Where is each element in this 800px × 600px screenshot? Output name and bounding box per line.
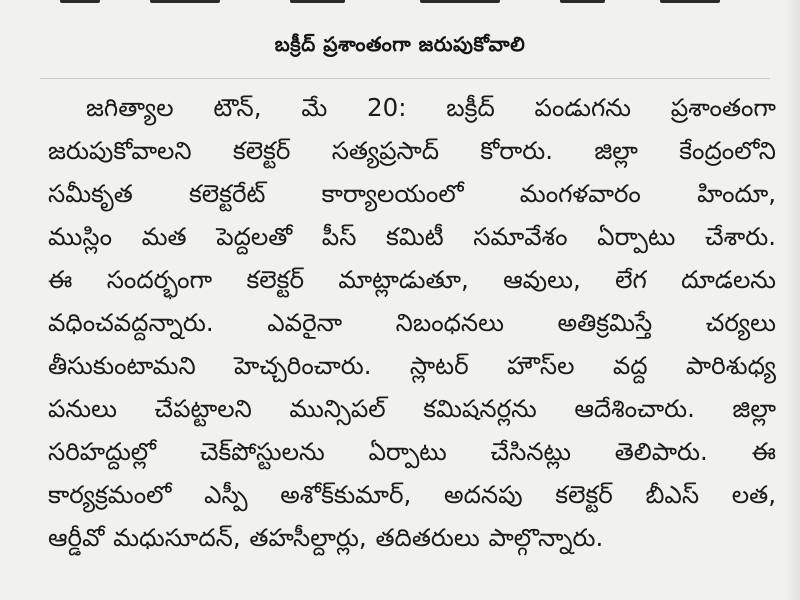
article-line: వధించవద్దన్నారు. ఎవరైనా నిబంధనలు అతిక్రమిస్తే చర్యలు: [48, 308, 776, 337]
article-line: జరుపుకోవాలని కలెక్టర్ సత్యప్రసాద్ కోరారు. జిల్లా కేంద్రంలోని: [48, 136, 776, 165]
article-body: [48, 86, 776, 559]
article-line: ఈ సందర్భంగా కలెక్టర్ మాట్లాడుతూ, ఆవులు, లేగ దూడలను: [48, 265, 776, 294]
headline-divider: [40, 78, 770, 79]
page-edge-shadow: [786, 0, 800, 600]
article-line: సమీకృత కలెక్టరేట్ కార్యాలయంలో మంగళవారం హిందూ,: [48, 179, 776, 208]
article-line: జగిత్యాల టౌన్, మే 20: బక్రీద్ పండుగను ప్రశాంతంగా: [86, 93, 776, 122]
article-line: తీసుకుంటామని హెచ్చరించారు. స్లాటర్ హౌస్‌ల వద్ద పారిశుధ్య: [48, 351, 776, 380]
article-line: పనులు చేపట్టాలని మున్సిపల్ కమిషనర్లను ఆదేశించారు. జిల్లా: [48, 394, 776, 423]
article-headline: బక్రీద్ ప్రశాంతంగా జరుపుకోవాలి: [274, 32, 526, 56]
article-line: కార్యక్రమంలో ఎస్పీ అశోక్‌కుమార్, అదనపు కలెక్టర్ బీఎస్ లత,: [48, 480, 776, 509]
article-line: ఆర్డీవో మధుసూదన్, తహసీల్దార్లు, తదితరులు పాల్గొన్నారు.: [48, 523, 604, 552]
article-line: ముస్లిం మత పెద్దలతో పీస్ కమిటీ సమావేశం ఏర్పాటు చేశారు.: [48, 222, 776, 251]
article-line: సరిహద్దుల్లో చెక్‌పోస్టులను ఏర్పాటు చేసినట్లు తెలిపారు. ఈ: [48, 437, 776, 466]
